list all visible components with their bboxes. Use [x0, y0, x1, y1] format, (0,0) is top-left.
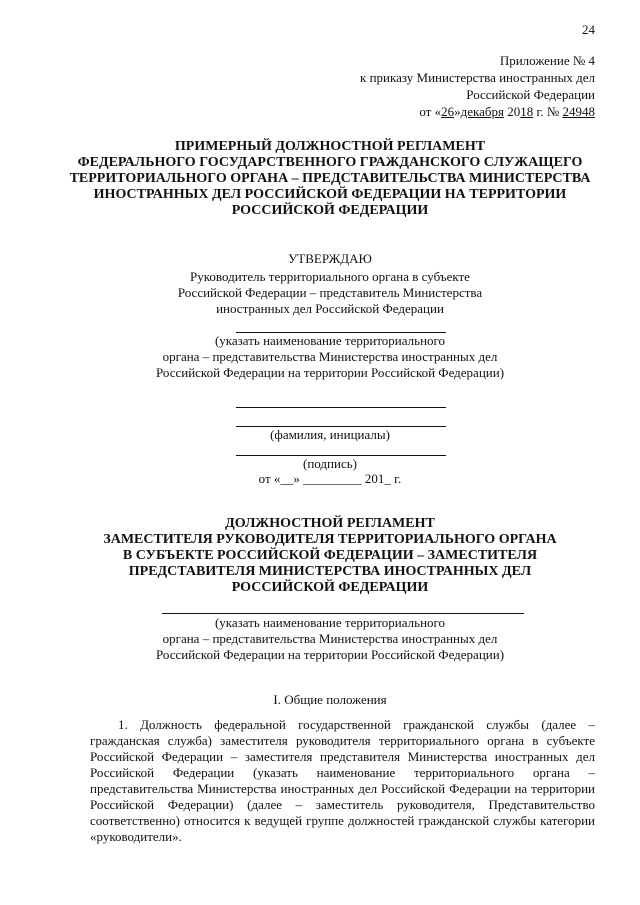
org-name-note [60, 333, 600, 381]
paragraph-line: 1. Должность федеральной государственной гражданской службы (далее – [118, 717, 595, 732]
org-name-note [60, 615, 600, 663]
paragraph-line: Российской Федерации – заместителя представителя Министерства иностранных дел [90, 749, 595, 764]
section-heading: I. Общие положения [273, 692, 387, 707]
page-number: 24 [582, 22, 595, 37]
appendix-date-line [265, 103, 595, 120]
date-suffix: г. № [533, 104, 563, 119]
document-title [60, 139, 600, 219]
appendix-block [265, 52, 595, 120]
title-line: ФЕДЕРАЛЬНОГО ГОСУДАРСТВЕННОГО ГРАЖДАНСКОГО СЛУЖАЩЕГО [77, 155, 583, 170]
title-line: ПРИМЕРНЫЙ ДОЛЖНОСТНОЙ РЕГЛАМЕНТ [174, 139, 486, 154]
approve-line: Российской Федерации – представитель Министерства [177, 285, 483, 300]
date-mid: » [454, 104, 461, 119]
regulation-title [60, 516, 600, 596]
approval-date: от «__» _________ 201_ г. [258, 471, 402, 486]
note-line: органа – представительства Министерства иностранных дел [162, 631, 498, 646]
order-number: 24948 [562, 104, 595, 119]
title-line: РОССИЙСКОЙ ФЕДЕРАЦИИ [231, 203, 429, 218]
appendix-line: к приказу Министерства иностранных дел [360, 70, 595, 85]
title-line: ПРЕДСТАВИТЕЛЯ МИНИСТЕРСТВА ИНОСТРАННЫХ ДЕЛ [128, 564, 532, 579]
paragraph [90, 717, 595, 845]
appendix-line: Российской Федерации [466, 87, 595, 102]
paragraph-line: представительства Министерства иностранных дел Российской Федерации на территории [90, 781, 595, 796]
approve-line: Руководитель территориального органа в субъекте [190, 269, 470, 284]
date-month: декабря [460, 104, 504, 119]
note-line: (указать наименование территориального [214, 333, 446, 348]
paragraph-line: гражданская служба) заместителя руководителя территориального органа в субъекте [90, 733, 595, 748]
paragraph-line: Российской Федерации (указать наименование территориального органа – [90, 765, 595, 780]
approval-block [60, 251, 600, 317]
org-name-field-line [162, 613, 524, 614]
title-line: ЗАМЕСТИТЕЛЯ РУКОВОДИТЕЛЯ ТЕРРИТОРИАЛЬНОГО ОРГАНА [103, 532, 557, 547]
note-line: органа – представительства Министерства иностранных дел [162, 349, 498, 364]
blank-field-line [236, 407, 446, 408]
title-line: ТЕРРИТОРИАЛЬНОГО ОРГАНА – ПРЕДСТАВИТЕЛЬСТВА МИНИСТЕРСТВА [69, 171, 591, 186]
paragraph-line: Российской Федерации) (далее – заместитель руководителя, Представительство [90, 797, 595, 812]
approve-line: иностранных дел Российской Федерации [216, 301, 444, 316]
title-line: РОССИЙСКОЙ ФЕДЕРАЦИИ [231, 580, 429, 595]
note-line: Российской Федерации на территории Российской Федерации) [155, 647, 505, 662]
title-line: ДОЛЖНОСТНОЙ РЕГЛАМЕНТ [225, 516, 435, 531]
name-note: (фамилия, инициалы) [270, 427, 390, 442]
date-year-a: 20 [503, 104, 521, 119]
title-line: В СУБЪЕКТЕ РОССИЙСКОЙ ФЕДЕРАЦИИ – ЗАМЕСТИТЕЛЯ [122, 548, 538, 563]
date-prefix: от « [419, 104, 442, 119]
paragraph-line: соответственно) относится к ведущей группе должностей гражданской службы категории [90, 813, 595, 828]
paragraph-line: «руководители». [90, 829, 182, 844]
date-day: 26 [441, 104, 455, 119]
date-year-b: 18 [520, 104, 534, 119]
signature-note: (подпись) [303, 456, 357, 471]
note-line: (указать наименование территориального [214, 615, 446, 630]
approve-heading: УТВЕРЖДАЮ [288, 251, 372, 266]
appendix-line: Приложение № 4 [499, 53, 595, 68]
note-line: Российской Федерации на территории Российской Федерации) [155, 365, 505, 380]
title-line: ИНОСТРАННЫХ ДЕЛ РОССИЙСКОЙ ФЕДЕРАЦИИ НА ТЕРРИТОРИИ [93, 187, 567, 202]
